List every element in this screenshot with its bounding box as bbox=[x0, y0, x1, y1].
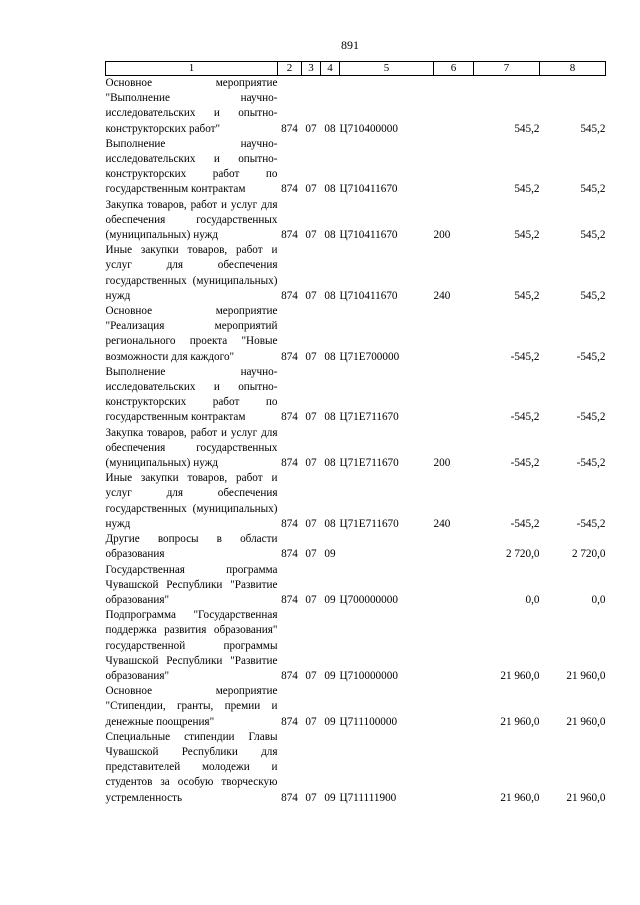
row-target-article: Ц711111900 bbox=[339, 791, 397, 804]
table-row bbox=[106, 471, 606, 532]
row-name: Закупка товаров, работ и услуг для обеспечения государственных (муниципальных) нужд bbox=[105, 426, 278, 470]
table-row bbox=[106, 76, 606, 137]
row-subsection-code: 08 bbox=[324, 517, 336, 530]
row-ved-code: 874 bbox=[281, 350, 298, 363]
row-amount-col7: -545,2 bbox=[510, 457, 540, 470]
row-amount-col8: 21 960,0 bbox=[566, 669, 606, 682]
row-name: Основное мероприятие "Стипендии, гранты, премии и денежные поощрения" bbox=[105, 685, 278, 728]
row-expense-type bbox=[434, 532, 474, 562]
row-amount-col8: 21 960,0 bbox=[566, 791, 606, 804]
row-target-article: Ц710000000 bbox=[339, 669, 398, 682]
table-row bbox=[106, 198, 606, 244]
row-amount-col8: 0,0 bbox=[591, 593, 606, 606]
row-expense-type bbox=[434, 365, 474, 426]
row-amount-col7: -545,2 bbox=[510, 517, 540, 530]
row-ved-code: 874 bbox=[281, 548, 298, 561]
row-name: Иные закупки товаров, работ и услуг для обеспечения государственных (муниципальных) нужд bbox=[105, 472, 278, 530]
row-target-article: Ц700000000 bbox=[339, 593, 398, 606]
column-header: 3 bbox=[302, 62, 321, 76]
row-ved-code: 874 bbox=[281, 791, 298, 804]
row-amount-col7: 21 960,0 bbox=[500, 715, 540, 728]
row-subsection-code: 08 bbox=[324, 122, 336, 135]
row-target-article: Ц710411670 bbox=[339, 229, 398, 242]
row-amount-col8: 21 960,0 bbox=[566, 715, 606, 728]
column-header: 2 bbox=[278, 62, 302, 76]
row-subsection-code: 08 bbox=[324, 411, 336, 424]
row-ved-code: 874 bbox=[281, 411, 298, 424]
row-section-code: 07 bbox=[305, 791, 317, 804]
row-amount-col8: -545,2 bbox=[576, 457, 606, 470]
row-section-code: 07 bbox=[305, 548, 317, 561]
row-ved-code: 874 bbox=[281, 593, 298, 606]
row-name: Закупка товаров, работ и услуг для обеспечения государственных (муниципальных) нужд bbox=[105, 198, 278, 242]
table-row bbox=[106, 684, 606, 730]
row-section-code: 07 bbox=[305, 411, 317, 424]
row-name: Иные закупки товаров, работ и услуг для обеспечения государственных (муниципальных) нужд bbox=[105, 244, 278, 302]
row-amount-col7: 545,2 bbox=[514, 122, 540, 135]
row-section-code: 07 bbox=[305, 593, 317, 606]
row-amount-col8: 545,2 bbox=[580, 122, 606, 135]
row-expense-type bbox=[434, 563, 474, 609]
row-section-code: 07 bbox=[305, 457, 317, 470]
row-name: Другие вопросы в области образования bbox=[105, 533, 278, 561]
row-subsection-code: 08 bbox=[324, 289, 336, 302]
row-name: Основное мероприятие "Реализация мероприятий регионального проекта "Новые возможности для каждого" bbox=[105, 305, 278, 363]
row-amount-col7: 21 960,0 bbox=[500, 669, 540, 682]
row-target-article: Ц71Е711670 bbox=[339, 517, 399, 530]
table-row bbox=[106, 365, 606, 426]
row-section-code: 07 bbox=[305, 122, 317, 135]
column-header: 8 bbox=[540, 62, 606, 76]
row-amount-col7: -545,2 bbox=[510, 350, 540, 363]
row-amount-col7: 545,2 bbox=[514, 229, 540, 242]
row-target-article: Ц710411670 bbox=[339, 183, 398, 196]
row-subsection-code: 09 bbox=[324, 669, 336, 682]
row-ved-code: 874 bbox=[281, 122, 298, 135]
row-subsection-code: 09 bbox=[324, 548, 336, 561]
row-amount-col7: -545,2 bbox=[510, 411, 540, 424]
row-subsection-code: 08 bbox=[324, 350, 336, 363]
row-section-code: 07 bbox=[305, 517, 317, 530]
row-expense-type bbox=[434, 684, 474, 730]
column-header: 5 bbox=[340, 62, 434, 76]
row-name: Выполнение научно-исследовательских и опытно-конструкторских работ по государственным контрактам bbox=[105, 365, 278, 424]
table-row bbox=[106, 243, 606, 304]
row-amount-col8: 545,2 bbox=[580, 289, 606, 302]
row-target-article: Ц711100000 bbox=[339, 715, 398, 728]
row-subsection-code: 08 bbox=[324, 183, 336, 196]
row-name: Выполнение научно-исследовательских и опытно-конструкторских работ по государственным контрактам bbox=[105, 137, 278, 196]
row-subsection-code: 09 bbox=[324, 593, 336, 606]
row-subsection-code: 09 bbox=[324, 791, 336, 804]
row-ved-code: 874 bbox=[281, 457, 298, 470]
row-amount-col8: -545,2 bbox=[576, 350, 606, 363]
column-header: 6 bbox=[434, 62, 474, 76]
budget-table bbox=[105, 61, 606, 806]
row-section-code: 07 bbox=[305, 229, 317, 242]
row-expense-type bbox=[434, 304, 474, 365]
table-row bbox=[106, 563, 606, 609]
row-name: Подпрограмма "Государственная поддержка развития образования" государственной программы Чувашской Республики "Развитие образования" bbox=[105, 609, 278, 682]
row-amount-col8: 545,2 bbox=[580, 229, 606, 242]
row-expense-type bbox=[434, 730, 474, 806]
row-section-code: 07 bbox=[305, 350, 317, 363]
row-amount-col8: 545,2 bbox=[580, 183, 606, 196]
row-amount-col8: -545,2 bbox=[576, 517, 606, 530]
row-target-article bbox=[340, 532, 434, 562]
row-amount-col8: -545,2 bbox=[576, 411, 606, 424]
row-section-code: 07 bbox=[305, 183, 317, 196]
row-target-article: Ц71Е711670 bbox=[339, 457, 399, 470]
table-row bbox=[106, 608, 606, 684]
row-name: Специальные стипендии Главы Чувашской Республики для представителей молодежи и студентов за особую творческую устремленность bbox=[105, 730, 278, 804]
table-row bbox=[106, 730, 606, 806]
column-header: 7 bbox=[474, 62, 540, 76]
column-header: 1 bbox=[106, 62, 278, 76]
row-subsection-code: 09 bbox=[324, 715, 336, 728]
table-row bbox=[106, 137, 606, 198]
page-number: 891 bbox=[341, 38, 359, 52]
row-target-article: Ц710411670 bbox=[339, 289, 398, 302]
row-amount-col7: 0,0 bbox=[525, 593, 540, 606]
row-amount-col7: 2 720,0 bbox=[505, 548, 540, 561]
table-row bbox=[106, 426, 606, 472]
row-expense-type bbox=[434, 137, 474, 198]
row-amount-col7: 21 960,0 bbox=[500, 791, 540, 804]
row-ved-code: 874 bbox=[281, 669, 298, 682]
row-amount-col8: 2 720,0 bbox=[571, 548, 606, 561]
row-section-code: 07 bbox=[305, 669, 317, 682]
row-expense-type: 240 bbox=[433, 289, 451, 302]
row-target-article: Ц710400000 bbox=[339, 122, 398, 135]
row-subsection-code: 08 bbox=[324, 229, 336, 242]
row-amount-col7: 545,2 bbox=[514, 289, 540, 302]
row-name: Государственная программа Чувашской Республики "Развитие образования" bbox=[105, 563, 278, 606]
row-ved-code: 874 bbox=[281, 229, 298, 242]
row-section-code: 07 bbox=[305, 289, 317, 302]
row-target-article: Ц71Е700000 bbox=[339, 350, 400, 363]
row-expense-type: 240 bbox=[433, 517, 451, 530]
column-header-row bbox=[106, 62, 606, 76]
row-expense-type: 200 bbox=[433, 229, 451, 242]
table-row bbox=[106, 532, 606, 562]
row-amount-col7: 545,2 bbox=[514, 183, 540, 196]
row-target-article: Ц71Е711670 bbox=[339, 411, 399, 424]
row-section-code: 07 bbox=[305, 715, 317, 728]
row-name: Основное мероприятие "Выполнение научно-исследовательских и опытно-конструкторских работ" bbox=[105, 77, 278, 135]
row-expense-type: 200 bbox=[433, 457, 451, 470]
column-header: 4 bbox=[321, 62, 340, 76]
row-expense-type bbox=[434, 608, 474, 684]
row-ved-code: 874 bbox=[281, 517, 298, 530]
row-subsection-code: 08 bbox=[324, 457, 336, 470]
row-ved-code: 874 bbox=[281, 715, 298, 728]
row-expense-type bbox=[434, 76, 474, 137]
row-ved-code: 874 bbox=[281, 183, 298, 196]
row-ved-code: 874 bbox=[281, 289, 298, 302]
table-row bbox=[106, 304, 606, 365]
